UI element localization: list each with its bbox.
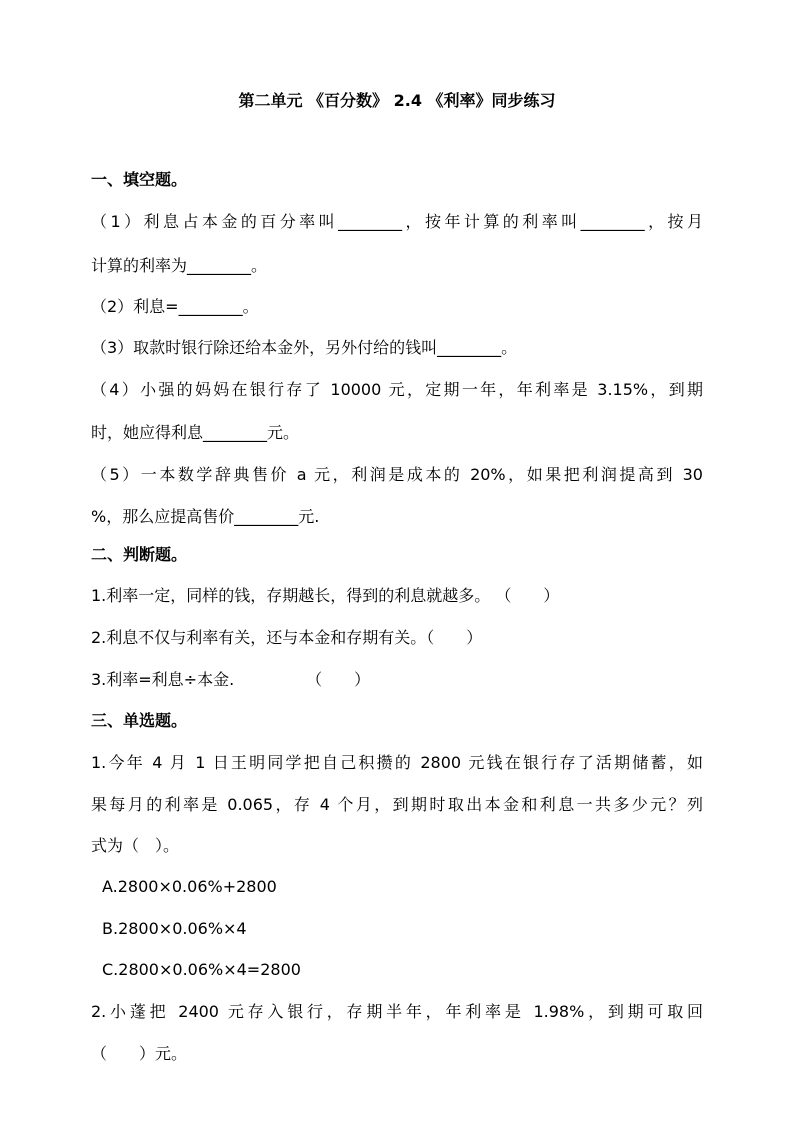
choice-question-1-option-c: C.2800×0.06%×4=2800 — [102, 960, 301, 979]
choice-question-1-line-2: 果每月的利率是 0.065，存 4 个月，到期时取出本金和利息一共多少元？列 — [91, 795, 703, 814]
judge-question-3: 3.利率=利息÷本金. （ ） — [91, 670, 371, 689]
judge-question-2: 2.利息不仅与利率有关，还与本金和存期有关。（ ） — [91, 628, 483, 647]
fill-question-5-line-1: （5）一本数学辞典售价 a 元，利润是成本的 20%，如果把利润提高到 30 — [91, 465, 703, 484]
fill-question-1-line-2: 计算的利率为________。 — [91, 256, 268, 275]
choice-question-1-option-a: A.2800×0.06%+2800 — [102, 877, 277, 896]
fill-question-5-line-2: %，那么应提高售价________元. — [91, 507, 320, 526]
page-title: 第二单元 《百分数》 2.4 《利率》同步练习 — [238, 91, 556, 110]
fill-question-1-line-1: （1）利息占本金的百分率叫________，按年计算的利率叫________，按月 — [91, 212, 703, 231]
fill-question-4-line-1: （4）小强的妈妈在银行存了 10000 元，定期一年，年利率是 3.15%，到期 — [91, 380, 703, 399]
section-heading-choice: 三、单选题。 — [91, 711, 188, 730]
choice-question-1-option-b: B.2800×0.06%×4 — [102, 919, 247, 938]
fill-question-4-line-2: 时，她应得利息________元。 — [91, 423, 300, 442]
judge-question-1: 1.利率一定，同样的钱，存期越长，得到的利息就越多。 （ ） — [91, 586, 560, 605]
section-heading-fill: 一、填空题。 — [91, 170, 188, 189]
choice-question-1-line-3: 式为（ ）。 — [91, 836, 180, 855]
choice-question-1-line-1: 1.今年 4 月 1 日王明同学把自己积攒的 2800 元钱在银行存了活期储蓄，如 — [91, 753, 703, 772]
choice-question-2-line-1: 2.小蓬把 2400 元存入银行，存期半年，年利率是 1.98%，到期可取回 — [91, 1002, 703, 1021]
choice-question-2-line-2: （ ）元。 — [91, 1044, 188, 1063]
section-heading-judge: 二、判断题。 — [91, 545, 188, 564]
fill-question-2: （2）利息=________。 — [91, 297, 259, 316]
fill-question-3: （3）取款时银行除还给本金外，另外付给的钱叫________。 — [91, 338, 518, 357]
